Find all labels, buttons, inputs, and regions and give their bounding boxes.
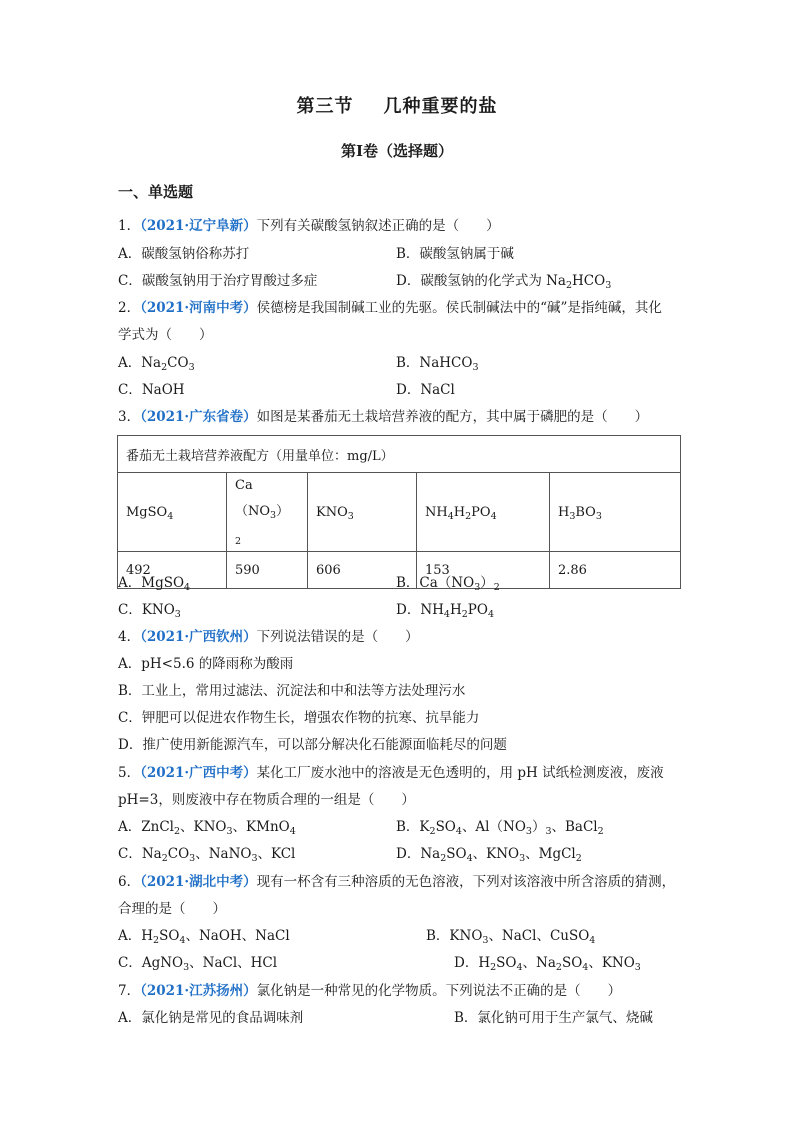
q5-option-a: A．ZnCl$_2$、$KNO_3$、KMnO$_4$ [118, 819, 296, 837]
q5-option-c: C．$Na_2CO_3$、NaNO$_3$、KCl [118, 846, 296, 864]
q2-option-c: C．NaOH [118, 382, 185, 398]
q4-option-a: A．pH<5.6 的降雨称为酸雨 [118, 656, 294, 672]
q1-option-d: D．碳酸氢钠的化学式为 $Na_2HCO_3$ [396, 273, 612, 291]
q6-option-b: B．$KNO_3$、NaCl、CuSO$_4$ [426, 928, 596, 946]
q2-option-b: B．NaHCO$_3$ [396, 355, 479, 373]
nutrient-table [117, 435, 681, 589]
q3-option-b: B．$Ca(NO_3)_2$ [396, 575, 500, 593]
q4-option-b: B．工业上，常用过滤法、沉淀法和中和法等方法处理污水 [118, 683, 466, 699]
question-7-stem: 7．（2021·江苏扬州）氯化钠是一种常见的化学物质。下列说法不正确的是（ ） [118, 983, 622, 999]
section-number: 第三节 [296, 96, 354, 117]
q2-option-d: D．NaCl [396, 382, 455, 398]
q1-option-b: B．碳酸氢钠属于碱 [396, 246, 514, 262]
question-6-stem: 6．（2021·湖北中考）现有一杯含有三种溶质的无色溶液，下列对该溶液中所含溶质的猜测， [118, 874, 676, 890]
table-header-cell: $Ca(NO_3)$ $_2$ [227, 473, 308, 552]
q6-option-c: C．AgNO$_3$、NaCl、HCl [118, 955, 278, 973]
table-header-cell: $NH_4H_2PO_4$ [417, 473, 550, 552]
q7-option-b: B．氯化钠可用于生产氯气、烧碱 [454, 1010, 653, 1026]
table-cell: 590 [227, 552, 308, 589]
table-cell: 153 [417, 552, 550, 589]
q5-option-d: D．$Na_2SO_4$、$KNO_3$、MgCl$_2$ [396, 846, 582, 864]
q1-option-c: C．碳酸氢钠用于治疗胃酸过多症 [118, 273, 318, 289]
question-6-stem-cont: 合理的是（ ） [118, 901, 226, 917]
table-header-cell: $H_3BO_3$ [550, 473, 681, 552]
table-cell: 606 [308, 552, 417, 589]
q1-option-a: A．碳酸氢钠俗称苏打 [118, 246, 250, 262]
source-tag: （2021·江苏扬州） [140, 983, 257, 999]
question-5-stem: 5．（2021·广西中考）某化工厂废水池中的溶液是无色透明的，用 pH 试纸检测废液，废液 [118, 765, 664, 781]
q3-option-d: D．$NH_4H_2PO_4$ [396, 602, 494, 620]
q5-option-b: B．$K_2SO_4$、$Al(NO_3)_3$、BaCl$_2$ [396, 819, 604, 837]
section-name: 几种重要的盐 [383, 96, 498, 117]
source-tag: （2021·广西钦州） [140, 629, 257, 645]
table-header-cell: $KNO_3$ [308, 473, 417, 552]
table-header-row [118, 473, 681, 552]
table-cell: 492 [118, 552, 227, 589]
source-tag: （2021·辽宁阜新） [140, 218, 257, 234]
source-tag: （2021·广东省卷） [140, 409, 257, 425]
q6-option-a: A．$H_2SO_4$、NaOH、NaCl [118, 928, 290, 946]
q3-option-c: C．$KNO_3$ [118, 602, 181, 620]
table-caption: 番茄无土栽培营养液配方（用量单位：mg/L） [118, 436, 681, 473]
page-title [0, 98, 794, 116]
q4-option-c: C．钾肥可以促进农作物生长，增强农作物的抗寒、抗旱能力 [118, 710, 480, 726]
q2-option-a: A．$Na_2CO_3$ [118, 355, 195, 373]
question-4-stem: 4．（2021·广西钦州）下列说法错误的是（ ） [118, 629, 419, 645]
source-tag: （2021·广西中考） [140, 765, 257, 781]
question-5-stem-cont: pH=3，则废液中存在物质合理的一组是（ ） [118, 792, 415, 808]
question-1-stem: 1．（2021·辽宁阜新）下列有关碳酸氢钠叙述正确的是（ ） [118, 218, 500, 234]
q4-option-d: D．推广使用新能源汽车，可以部分解决化石能源面临耗尽的问题 [118, 737, 507, 753]
source-tag: （2021·河南中考） [140, 300, 257, 316]
question-3-stem: 3．（2021·广东省卷）如图是某番茄无土栽培营养液的配方，其中属于磷肥的是（ ） [118, 409, 649, 425]
q6-option-d: D．$H_2SO_4$、$Na_2SO_4$、$KNO_3$ [454, 955, 641, 973]
question-2-stem: 2．（2021·河南中考）侯德榜是我国制碱工业的先驱。侯氏制碱法中的“碱”是指纯碱，其化 [118, 300, 662, 316]
table-cell: 2.86 [550, 552, 681, 589]
volume-subtitle: 第Ⅰ卷（选择题） [340, 142, 454, 160]
table-header-cell: MgSO$_4$ [118, 473, 227, 552]
source-tag: （2021·湖北中考） [140, 874, 257, 890]
q7-option-a: A．氯化钠是常见的食品调味剂 [118, 1010, 304, 1026]
question-2-stem-cont: 学式为（ ） [118, 327, 213, 343]
section-heading: 一、单选题 [118, 183, 194, 201]
q3-option-a: A．MgSO$_4$ [118, 575, 191, 593]
